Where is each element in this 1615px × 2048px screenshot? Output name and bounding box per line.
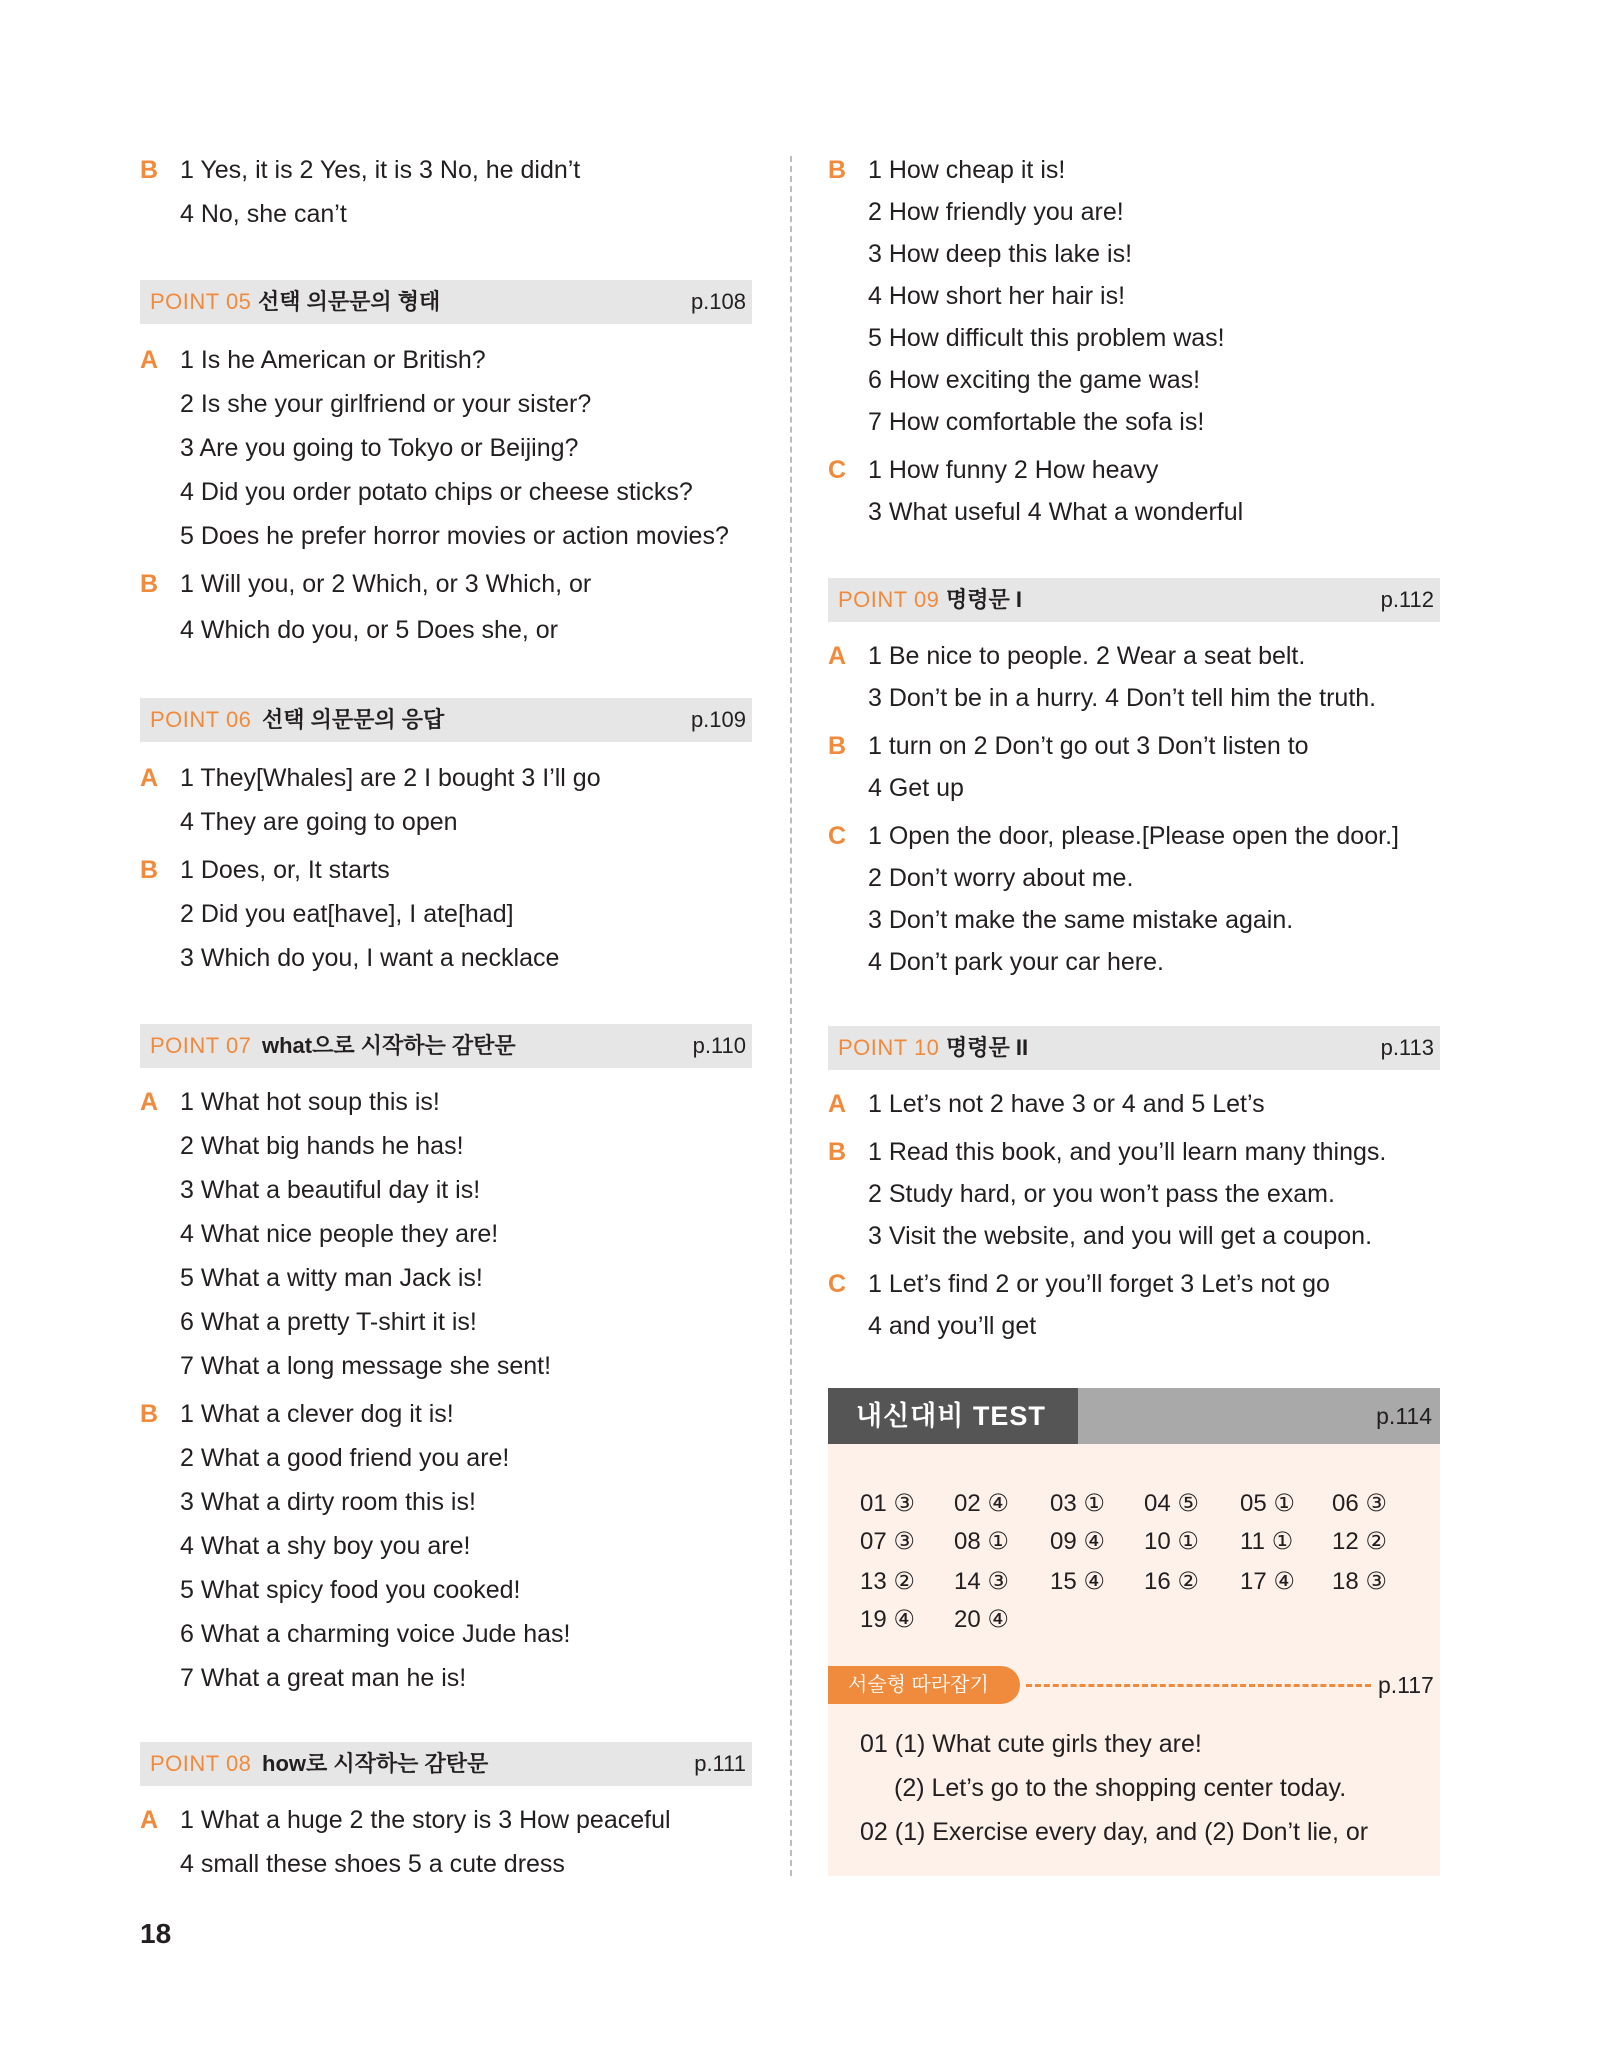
- essay-title: 서술형 따라잡기: [828, 1666, 1020, 1704]
- answer-text: 5 Does he prefer horror movies or action movies?: [180, 522, 729, 550]
- answer-text: 7 What a great man he is!: [180, 1664, 467, 1692]
- point-number: POINT 10: [838, 1035, 940, 1060]
- answer-text: 2 Is she your girlfriend or your sister?: [180, 390, 592, 418]
- page-reference: p.112: [1380, 587, 1434, 612]
- section-label: B: [140, 570, 159, 598]
- test-answer: 08 ①: [954, 1528, 1009, 1555]
- essay-answer: 01 (1) What cute girls they are!: [860, 1730, 1202, 1758]
- section-label: A: [828, 1090, 847, 1118]
- answer-text: 4 What a shy boy you are!: [180, 1532, 471, 1560]
- answer-text: 4 They are going to open: [180, 808, 458, 836]
- answer-text: 1 They[Whales] are 2 I bought 3 I’ll go: [180, 764, 601, 792]
- point-number: POINT 07: [150, 1033, 252, 1058]
- test-answer: 14 ③: [954, 1568, 1009, 1595]
- point-title: what으로 시작하는 감탄문: [262, 1033, 516, 1058]
- point-08-header: [140, 1742, 752, 1786]
- page-reference: p.111: [694, 1751, 746, 1776]
- point-07-header: [140, 1024, 752, 1068]
- answer-text: 3 Are you going to Tokyo or Beijing?: [180, 434, 579, 462]
- answer-text: 3 Visit the website, and you will get a coupon.: [868, 1222, 1373, 1250]
- test-answer: 19 ④: [860, 1606, 915, 1633]
- answer-text: 3 What useful 4 What a wonderful: [868, 498, 1244, 526]
- section-label: C: [828, 456, 847, 484]
- test-answer: 03 ①: [1050, 1490, 1105, 1517]
- answer-text: 1 turn on 2 Don’t go out 3 Don’t listen to: [868, 732, 1309, 760]
- answer-text: 3 Don’t make the same mistake again.: [868, 906, 1294, 934]
- answer-text: 1 How cheap it is!: [868, 156, 1066, 184]
- answer-text: 2 Did you eat[have], I ate[had]: [180, 900, 514, 928]
- answer-text: 1 Open the door, please.[Please open the door.]: [868, 822, 1399, 850]
- point-number: POINT 06: [150, 707, 252, 732]
- test-answer: 02 ④: [954, 1490, 1009, 1517]
- test-answer: 17 ④: [1240, 1568, 1295, 1595]
- answer-text: 1 How funny 2 How heavy: [868, 456, 1159, 484]
- section-label: B: [140, 856, 159, 884]
- test-answer: 11 ①: [1240, 1528, 1294, 1555]
- section-label: A: [140, 1806, 159, 1834]
- page-reference: p.110: [692, 1033, 746, 1058]
- point-title: 명령문 I: [946, 587, 1022, 612]
- section-label: C: [828, 1270, 847, 1298]
- answer-text: 2 Don’t worry about me.: [868, 864, 1134, 892]
- answer-text: 2 Study hard, or you won’t pass the exam.: [868, 1180, 1335, 1208]
- point-number: POINT 08: [150, 1751, 252, 1776]
- answer-text: 4 How short her hair is!: [868, 282, 1126, 310]
- section-label: A: [140, 1088, 159, 1116]
- test-answer: 13 ②: [860, 1568, 915, 1595]
- answer-text: 1 Does, or, It starts: [180, 856, 390, 884]
- answer-text: 6 How exciting the game was!: [868, 366, 1201, 394]
- essay-answer: 02 (1) Exercise every day, and (2) Don’t lie, or: [860, 1818, 1369, 1846]
- test-answer: 18 ③: [1332, 1568, 1387, 1595]
- answer-text: 3 Don’t be in a hurry. 4 Don’t tell him the truth.: [868, 684, 1377, 712]
- answer-text: 5 What spicy food you cooked!: [180, 1576, 521, 1604]
- answer-text: 1 Is he American or British?: [180, 346, 486, 374]
- point-title: 명령문 II: [946, 1035, 1029, 1060]
- answer-text: 4 and you’ll get: [868, 1312, 1037, 1340]
- answer-text: 4 Which do you, or 5 Does she, or: [180, 616, 558, 644]
- section-label: B: [140, 1400, 159, 1428]
- answer-text: 5 What a witty man Jack is!: [180, 1264, 483, 1292]
- page-reference: p.117: [1378, 1672, 1434, 1698]
- answer-text: 4 Don’t park your car here.: [868, 948, 1164, 976]
- answer-text: 2 What big hands he has!: [180, 1132, 464, 1160]
- section-label: A: [140, 764, 159, 792]
- point-06-header: [140, 698, 752, 742]
- point-09-header: [828, 578, 1440, 622]
- point-title: how로 시작하는 감탄문: [262, 1751, 489, 1776]
- answer-text: 4 Get up: [868, 774, 964, 802]
- answer-text: 1 What hot soup this is!: [180, 1088, 440, 1116]
- answer-text: 7 How comfortable the sofa is!: [868, 408, 1205, 436]
- section-label: C: [828, 822, 847, 850]
- section-label: B: [140, 156, 159, 184]
- test-answer: 07 ③: [860, 1528, 915, 1555]
- answer-text: 1 Let’s find 2 or you’ll forget 3 Let’s not go: [868, 1270, 1330, 1298]
- answer-text: 1 What a huge 2 the story is 3 How peaceful: [180, 1806, 671, 1834]
- test-answer: 06 ③: [1332, 1490, 1387, 1517]
- test-answer: 04 ⑤: [1144, 1490, 1199, 1517]
- test-answer: 20 ④: [954, 1606, 1009, 1633]
- test-answer: 12 ②: [1332, 1528, 1387, 1555]
- answer-text: 4 Did you order potato chips or cheese sticks?: [180, 478, 693, 506]
- answer-text: 4 small these shoes 5 a cute dress: [180, 1850, 565, 1878]
- answer-text: 4 No, she can’t: [180, 200, 347, 228]
- answer-text: 7 What a long message she sent!: [180, 1352, 552, 1380]
- point-10-header: [828, 1026, 1440, 1070]
- answer-text: 1 Yes, it is 2 Yes, it is 3 No, he didn’t: [180, 156, 581, 184]
- answer-text: 1 Be nice to people. 2 Wear a seat belt.: [868, 642, 1306, 670]
- page-reference: p.113: [1380, 1035, 1434, 1060]
- section-label: B: [828, 732, 847, 760]
- test-answer: 05 ①: [1240, 1490, 1295, 1517]
- answer-text: 6 What a charming voice Jude has!: [180, 1620, 571, 1648]
- answer-text: 4 What nice people they are!: [180, 1220, 499, 1248]
- answer-text: 2 What a good friend you are!: [180, 1444, 510, 1472]
- answer-text: 3 Which do you, I want a necklace: [180, 944, 560, 972]
- answer-text: 1 Read this book, and you’ll learn many things.: [868, 1138, 1387, 1166]
- dashed-rule: [1026, 1684, 1371, 1687]
- section-label: B: [828, 1138, 847, 1166]
- point-title: 선택 의문문의 형태: [258, 289, 441, 314]
- point-title: 선택 의문문의 응답: [262, 707, 445, 732]
- test-answer: 15 ④: [1050, 1568, 1105, 1595]
- test-answer: 10 ①: [1144, 1528, 1199, 1555]
- test-answer: 01 ③: [860, 1490, 915, 1517]
- answer-text: 5 How difficult this problem was!: [868, 324, 1225, 352]
- answer-text: 6 What a pretty T-shirt it is!: [180, 1308, 477, 1336]
- page-reference: p.114: [1376, 1403, 1432, 1429]
- page-reference: p.109: [690, 707, 746, 732]
- section-label: A: [140, 346, 159, 374]
- answer-text: 1 What a clever dog it is!: [180, 1400, 454, 1428]
- answer-text: 1 Let’s not 2 have 3 or 4 and 5 Let’s: [868, 1090, 1265, 1118]
- section-label: B: [828, 156, 847, 184]
- point-number: POINT 05: [150, 289, 252, 314]
- answer-text: 3 How deep this lake is!: [868, 240, 1133, 268]
- test-answer: 16 ②: [1144, 1568, 1199, 1595]
- test-answer: 09 ④: [1050, 1528, 1105, 1555]
- test-title: 내신대비 TEST: [828, 1388, 1078, 1444]
- answer-text: 3 What a dirty room this is!: [180, 1488, 476, 1516]
- column-divider: [790, 156, 792, 1876]
- page-reference: p.108: [690, 289, 746, 314]
- answer-text: 1 Will you, or 2 Which, or 3 Which, or: [180, 570, 592, 598]
- point-05-header: [140, 280, 752, 324]
- essay-answer: (2) Let’s go to the shopping center today.: [894, 1774, 1347, 1802]
- section-label: A: [828, 642, 847, 670]
- test-header: [828, 1388, 1440, 1444]
- answer-text: 2 How friendly you are!: [868, 198, 1124, 226]
- point-number: POINT 09: [838, 587, 940, 612]
- answer-text: 3 What a beautiful day it is!: [180, 1176, 481, 1204]
- page-number: 18: [140, 1918, 172, 1949]
